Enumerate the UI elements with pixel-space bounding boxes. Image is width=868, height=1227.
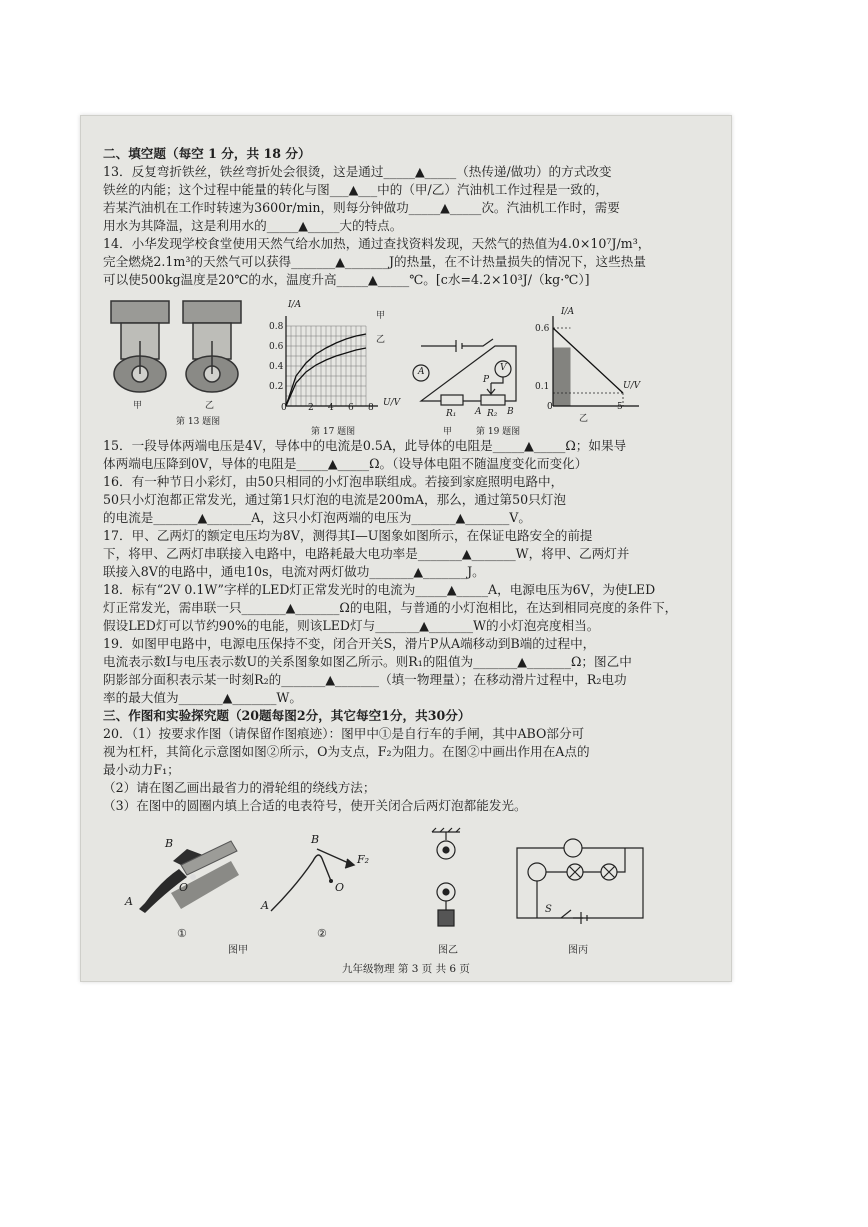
fig20-lever-label-a: A [261, 899, 269, 912]
q14-line1: 14．小华发现学校食堂使用天然气给水加热，通过查找资料发现，天然气的热值为4.0×10⁷J/m³， [103, 236, 651, 251]
fig17-y-tick: 0.6 [269, 342, 284, 352]
fig19-x-tick: 5 [617, 402, 623, 412]
q17-line3: 联接入8V的电路中，通电10s，电流对两灯做功_______▲_______J。 [103, 564, 485, 579]
fig19-y-tick: 0.1 [535, 382, 550, 392]
fig20-lever-diagram [261, 831, 381, 941]
fig17-y-tick: 0.2 [269, 382, 284, 392]
fig20-sub1: ① [177, 927, 187, 940]
pulley-svg [426, 826, 466, 941]
fig20-lever-label-f2: F₂ [357, 853, 370, 866]
fig19-y-tick: 0.6 [535, 324, 550, 334]
engine-illustration [103, 296, 253, 401]
meter-slot-top [564, 839, 582, 857]
fig19-label-jia: 甲 [443, 427, 453, 437]
q16-line1: 16．有一种节日小彩灯，由50只相同的小灯泡串联组成。若接到家庭照明电路中， [103, 474, 564, 489]
fig19-chart [531, 307, 651, 424]
q15-line2: 体两端电压降到0V，导体的电阻是_____▲_____Ω。（设导体电阻不随温度变化而变化） [103, 456, 588, 471]
fig20-photo-label-b: B [165, 837, 174, 850]
fig19-label-yi: 乙 [579, 414, 589, 424]
fig20-photo-label-o: O [179, 881, 189, 894]
fig20-switch-label: S [545, 904, 552, 915]
fig20-caption-yi: 图乙 [438, 945, 458, 956]
q20-part2: （2）请在图乙画出最省力的滑轮组的绕线方法； [103, 780, 376, 795]
q19-line2: 电流表示数I与电压表示数U的关系图象如图乙所示。则R₁的阻值为_______▲_______Ω；图乙中 [103, 654, 632, 669]
fig19-y-title: I/A [561, 307, 575, 317]
q18-line3: 假设LED灯可以节约90%的电能，则该LED灯与_______▲_______W的小灯泡亮度相当。 [103, 618, 600, 633]
q13-line3: 若某汽油机在工作时转速为3600r/min，则每分钟做功_____▲_____次。汽油机工作时，需要 [103, 200, 620, 215]
fig19-circuit [411, 331, 526, 421]
fig20-meter-circuit [511, 834, 651, 934]
fig17-caption: 第 17 题图 [311, 427, 356, 437]
q13-line4: 用水为其降温，这是利用水的_____▲_____大的特点。 [103, 218, 403, 233]
q19-line3: 阴影部分面积表示某一时刻R₂的_______▲_______（填一物理量）；在移动滑片过程中，R₂电功 [103, 672, 627, 687]
meter-slot-left [528, 863, 546, 881]
fig13-caption: 第 13 题图 [176, 417, 221, 427]
fig17-x-tick: 4 [328, 403, 334, 413]
fig20-sub2: ② [317, 927, 327, 940]
q18-line1: 18．标有“2V 0.1W”字样的LED灯正常发光时的电流为_____▲_____A，电源电压为6V，为使LED [103, 582, 656, 597]
q15-line1: 15．一段导体两端电压是4V，导体中的电流是0.5A，此导体的电阻是_____▲_____Ω；如果导 [103, 438, 627, 453]
q13-line1: 13．反复弯折铁丝，铁丝弯折处会很烫，这是通过_____▲_____（热传递/做功）的方式改变 [103, 164, 612, 179]
fig17-y-title: I/A [288, 300, 302, 310]
q20-line2: 视为杠杆，其简化示意图如图②所示，O为支点，F₂为阻力。在图②中画出作用在A点的 [103, 744, 590, 759]
fig17-x-tick: 2 [308, 403, 314, 413]
meter-circuit-svg [511, 834, 651, 929]
q19-line1: 19．如图甲电路中，电源电压保持不变，闭合开关S，滑片P从A端移动到B端的过程中， [103, 636, 596, 651]
q20-line3: 最小动力F₁； [103, 762, 180, 777]
exam-page [80, 115, 732, 982]
fig20-lever-label-o: O [335, 881, 345, 894]
fig20-brake-photo [121, 831, 251, 941]
q13-line2: 铁丝的内能；这个过程中能量的转化与图___▲___中的（甲/乙）汽油机工作过程是一致的， [103, 182, 609, 197]
q19-line4: 率的最大值为_______▲_______W。 [103, 690, 302, 705]
q17-line2: 下，将甲、乙两灯串联接入电路中，电路耗最大电功率是_______▲_______W，将甲、乙两灯并 [103, 546, 630, 561]
fig13-engines [103, 296, 253, 411]
fig19-end-a-label: A [475, 407, 482, 417]
shaded-area [553, 348, 571, 407]
q20-part3: （3）在图中的圆圈内填上合适的电表符号，使开关闭合后两灯泡都能发光。 [103, 798, 527, 813]
q14-line2: 完全燃烧2.1m³的天然气可以获得_______▲_______J的热量，在不计热量损失的情况下，这些热量 [103, 254, 646, 269]
fig17-y-tick: 0.8 [269, 322, 284, 332]
fig19-end-b-label: B [507, 407, 514, 417]
fig19-slider-label: P [483, 375, 490, 385]
fig17-origin: 0 [281, 403, 287, 413]
section-three-heading: 三、作图和实验探究题（20题每图2分，其它每空1分，共30分） [103, 708, 471, 723]
fig17-curve-jia: 甲 [376, 311, 386, 321]
fig17-x-tick: 8 [368, 403, 374, 413]
fig20-caption-bing: 图丙 [568, 945, 588, 956]
q20-line1: 20．（1）按要求作图（请保留作图痕迹）：图甲中①是自行车的手闸，其中ABO部分可 [103, 726, 585, 741]
fig20-caption-jia: 图甲 [228, 945, 248, 956]
fig17-chart [266, 300, 401, 421]
fig19-x-title: U/V [623, 381, 641, 391]
fig20-pulley [426, 826, 466, 946]
fig19-caption: 第 19 题图 [476, 427, 521, 437]
fig19-ammeter-label: A [418, 367, 425, 377]
section-two-heading: 二、填空题（每空 1 分，共 18 分） [103, 146, 311, 161]
fig19-voltmeter-label: V [500, 363, 507, 373]
q14-line3: 可以使500kg温度是20℃的水，温度升高_____▲_____℃。[c水=4.2×10³J/（kg·℃）] [103, 272, 590, 287]
q18-line2: 灯正常发光，需串联一只_______▲_______Ω的电阻，与普通的小灯泡相比，在达到相同亮度的条件下， [103, 600, 678, 615]
page-footer: 九年级物理 第 3 页 共 6 页 [342, 963, 470, 975]
q16-line2: 50只小灯泡都正常发光，通过第1只灯泡的电流是200mA，那么，通过第50只灯泡 [103, 492, 566, 507]
fig20-photo-label-a: A [125, 895, 133, 908]
lever-diagram-svg [261, 831, 381, 931]
fig19-r1-label: R₁ [446, 409, 457, 419]
fig13-label-yi: 乙 [205, 401, 215, 411]
fig19-x-tick: 0 [547, 402, 553, 412]
fig13-label-jia: 甲 [133, 401, 143, 411]
fig19-r2-label: R₂ [487, 409, 498, 419]
fig17-x-title: U/V [383, 398, 401, 408]
fig20-lever-label-b: B [311, 833, 320, 846]
fig17-curve-yi: 乙 [376, 335, 386, 345]
q17-line1: 17．甲、乙两灯的额定电压均为8V，测得其I—U图象如图所示，在保证电路安全的前提 [103, 528, 593, 543]
fig17-x-tick: 6 [348, 403, 354, 413]
fig17-y-tick: 0.4 [269, 362, 284, 372]
q16-line3: 的电流是_______▲_______A，这只小灯泡两端的电压为_______▲_______V。 [103, 510, 531, 525]
